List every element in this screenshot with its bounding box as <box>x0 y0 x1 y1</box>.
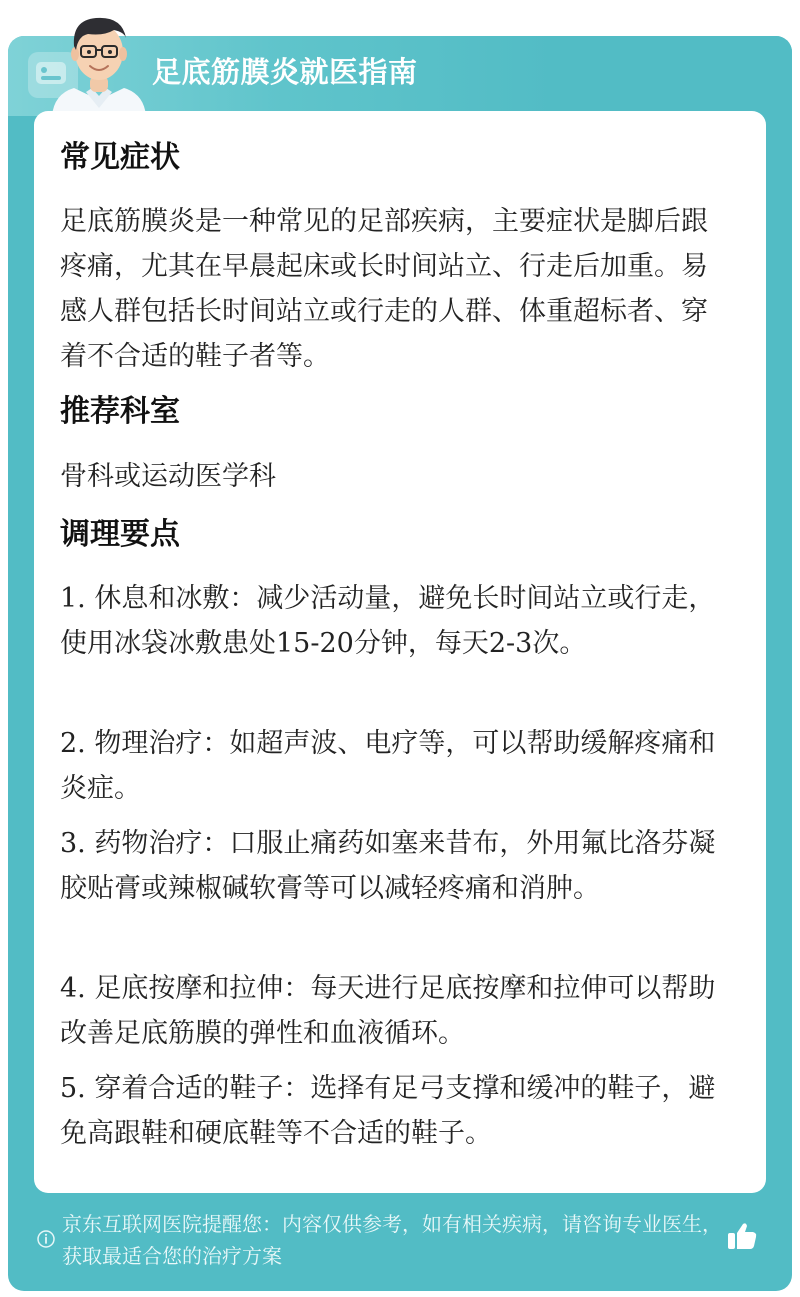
care-item-2: 2. 物理治疗：如超声波、电疗等，可以帮助缓解疼痛和炎症。 <box>60 728 716 804</box>
symptoms-text: 足底筋膜炎是一种常见的足部疾病，主要症状是脚后跟疼痛，尤其在早晨起床或长时间站立、行走后加重。易感人群包括长时间站立或行走的人群、体重超标者、穿着不合适的鞋子者等。 <box>60 206 708 372</box>
care-item-4: 4. 足底按摩和拉伸：每天进行足底按摩和拉伸可以帮助改善足底筋膜的弹性和血液循环。 <box>60 973 716 1049</box>
info-icon <box>36 1229 56 1249</box>
symptoms-heading: 常见症状 <box>60 140 180 175</box>
care-item-3: 3. 药物治疗：口服止痛药如塞来昔布，外用氟比洛芬凝胶贴膏或辣椒碱软膏等可以减轻疼痛和消肿。 <box>60 828 716 904</box>
care-heading: 调理要点 <box>60 517 180 552</box>
footer-notice: 京东互联网医院提醒您：内容仅供参考，如有相关疾病，请咨询专业医生，获取最适合您的治疗方案 <box>62 1212 722 1268</box>
department-text: 骨科或运动医学科 <box>60 461 276 492</box>
care-item-1: 1. 休息和冰敷：减少活动量，避免长时间站立或行走，使用冰袋冰敷患处15-20分钟，每天2-3次。 <box>60 583 716 659</box>
page-title: 足底筋膜炎就医指南 <box>152 55 418 89</box>
thumbs-up-icon[interactable] <box>724 1218 760 1254</box>
care-item-5: 5. 穿着合适的鞋子：选择有足弓支撑和缓冲的鞋子，避免高跟鞋和硬底鞋等不合适的鞋子。 <box>60 1073 716 1149</box>
doctor-avatar-icon <box>44 8 154 116</box>
department-heading: 推荐科室 <box>60 394 180 429</box>
